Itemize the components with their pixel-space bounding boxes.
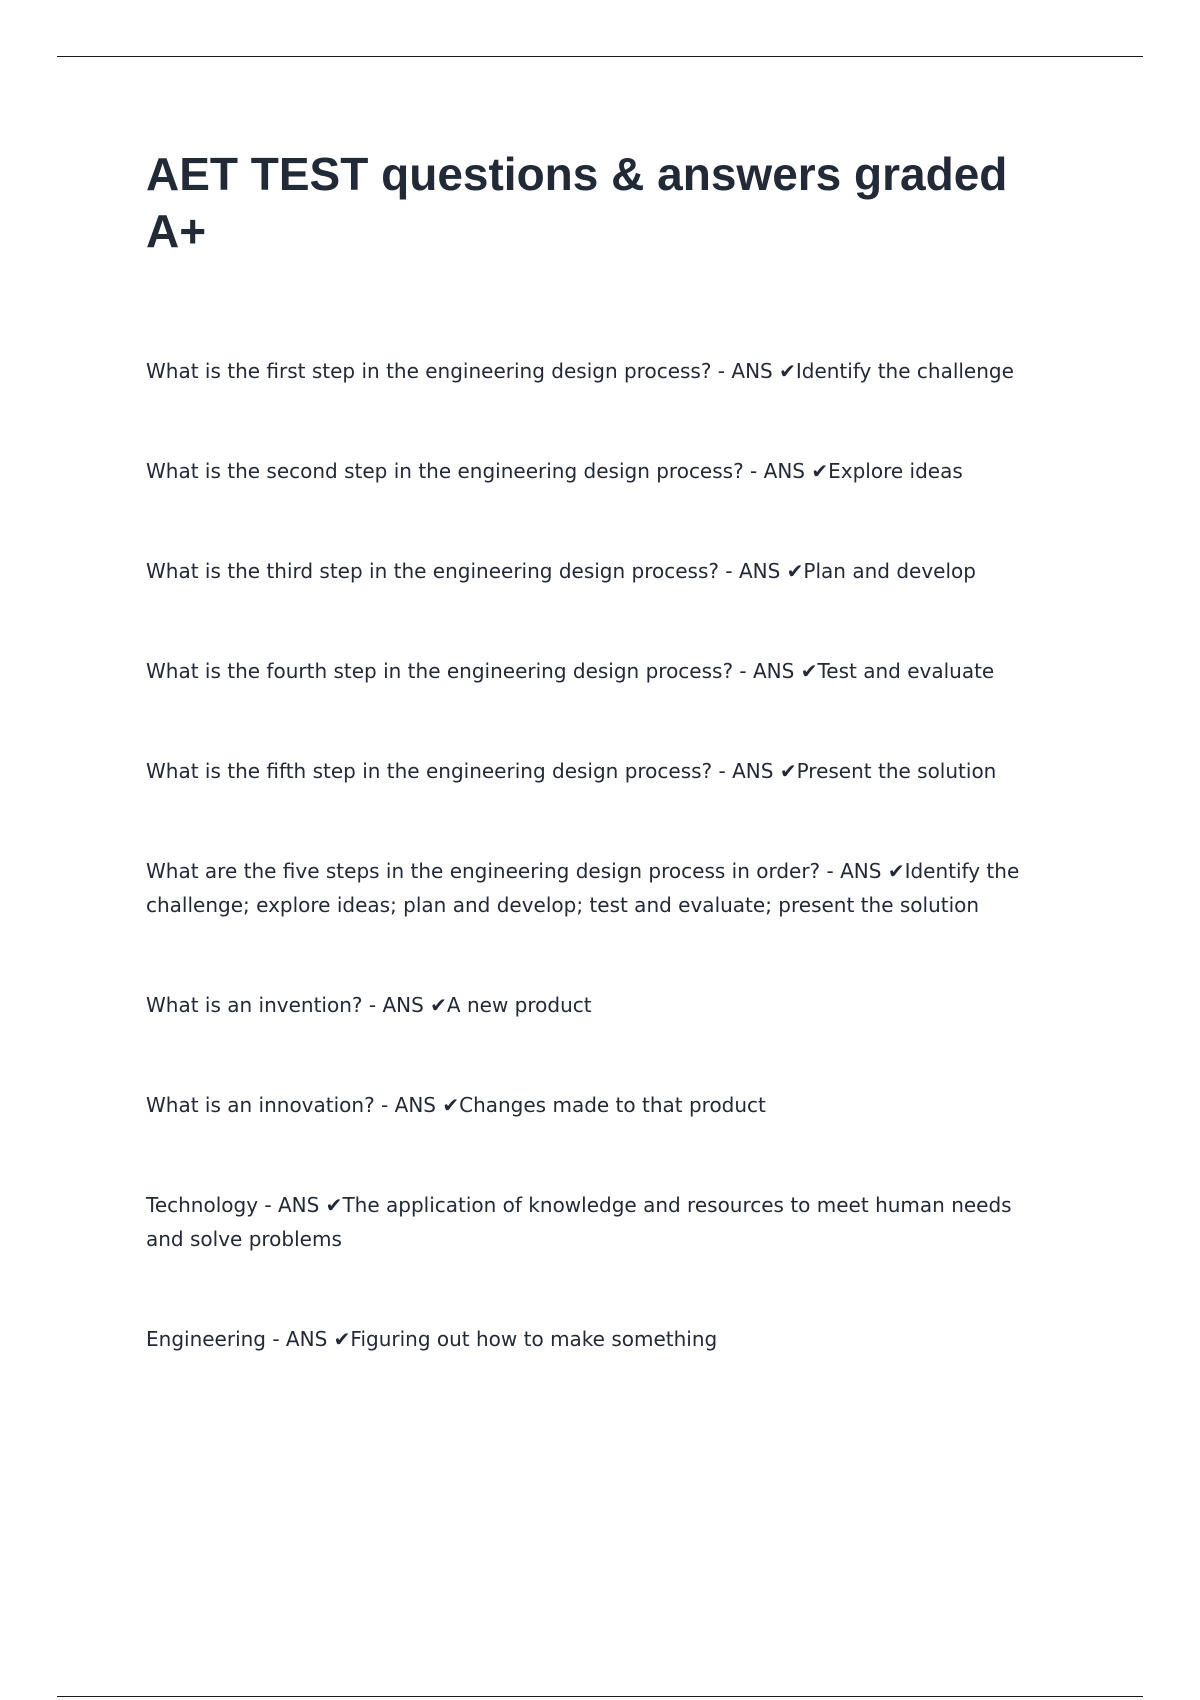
question-text: Engineering <box>146 1327 266 1351</box>
answer-separator: - ANS <box>743 459 812 483</box>
checkmark-icon: ✔ <box>779 759 797 783</box>
qa-item <box>146 654 1046 688</box>
document-title: AET TEST questions & answers graded A+ <box>146 148 1008 257</box>
checkmark-icon: ✔ <box>325 1193 343 1217</box>
answer-text: Plan and develop <box>803 559 976 583</box>
checkmark-icon: ✔ <box>786 559 804 583</box>
question-text: What is the first step in the engineering design process? <box>146 359 712 383</box>
answer-separator: - ANS <box>374 1093 443 1117</box>
question-text: What is the fifth step in the engineering design process? <box>146 759 713 783</box>
answer-separator: - ANS <box>362 993 431 1017</box>
checkmark-icon: ✔ <box>442 1093 460 1117</box>
answer-separator: - ANS <box>712 759 780 783</box>
answer-separator: - ANS <box>711 359 780 383</box>
qa-item <box>146 988 1046 1022</box>
answer-text: Present the solution <box>796 759 997 783</box>
checkmark-icon: ✔ <box>430 993 447 1017</box>
qa-item <box>146 1188 1046 1256</box>
question-text: What is the second step in the engineering design process? <box>146 459 744 483</box>
question-text: What is the third step in the engineering design process? <box>146 559 720 583</box>
question-text: Technology <box>146 1193 259 1217</box>
answer-text: Figuring out how to make something <box>350 1327 718 1351</box>
answer-text: Identify the challenge; explore ideas; plan and develop; test and evaluate; present the solution <box>146 859 1020 917</box>
top-rule <box>57 56 1143 57</box>
checkmark-icon: ✔ <box>779 359 796 383</box>
question-text: What is an innovation? <box>146 1093 375 1117</box>
answer-text: Identify the challenge <box>795 359 1014 383</box>
qa-item <box>146 854 1046 922</box>
checkmark-icon: ✔ <box>887 859 905 883</box>
qa-item <box>146 1088 1046 1122</box>
qa-item <box>146 1322 1046 1356</box>
question-text: What is the fourth step in the engineering design process? <box>146 659 734 683</box>
answer-separator: - ANS <box>733 659 801 683</box>
qa-item <box>146 554 1046 588</box>
answer-text: The application of knowledge and resources to meet human needs and solve problems <box>146 1193 1012 1251</box>
answer-separator: - ANS <box>820 859 888 883</box>
checkmark-icon: ✔ <box>800 659 818 683</box>
qa-item <box>146 754 1046 788</box>
checkmark-icon: ✔ <box>333 1327 351 1351</box>
answer-separator: - ANS <box>258 1193 326 1217</box>
checkmark-icon: ✔ <box>811 459 829 483</box>
qa-list <box>146 354 1046 1422</box>
answer-separator: - ANS <box>719 559 787 583</box>
question-text: What are the five steps in the engineering design process in order? <box>146 859 821 883</box>
answer-text: Test and evaluate <box>817 659 995 683</box>
qa-item <box>146 454 1046 488</box>
answer-separator: - ANS <box>266 1327 334 1351</box>
answer-text: Explore ideas <box>828 459 963 483</box>
answer-text: A new product <box>446 993 592 1017</box>
bottom-rule <box>57 1696 1143 1697</box>
question-text: What is an invention? <box>146 993 363 1017</box>
qa-item <box>146 354 1046 388</box>
answer-text: Changes made to that product <box>459 1093 766 1117</box>
